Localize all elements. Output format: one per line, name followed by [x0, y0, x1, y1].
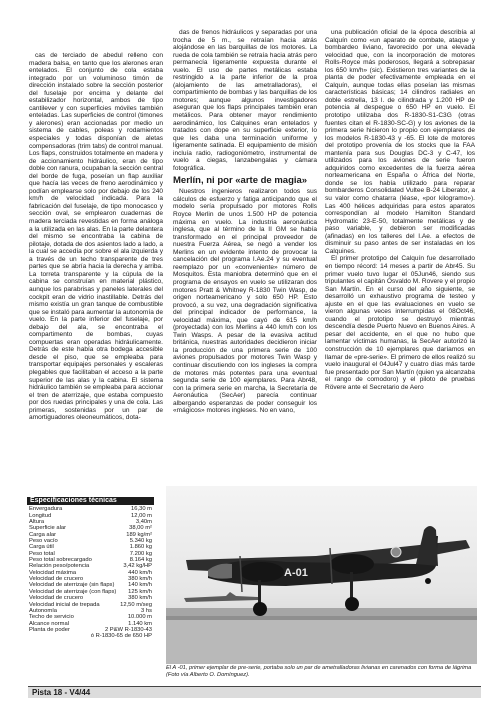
spec-label: Peso total: [29, 550, 55, 557]
spec-label: Autonomía: [29, 607, 58, 614]
body-paragraph: Nuestros ingenieros realizaron todos sus cálculos de esfuerzo y fatiga anticipando que el modelo sería propulsado por motores Rolls Royce Merlin de unos 1.500 HP de potencia máxima en vuelo. La industria aeronáutica inglesa, que al término de la II GM se había transformado en el principal proveedor de nuestra Fuerza Aérea, se negó a vender los Merlins en un evidente intento de provocar la cancelación del programa I.Ae.24 y su eventual reemplazo por un «conveniente» número de Mosquitos. Esta maniobra determinó que en el programa de ensayos en vuelo se utilizaran dos motores Pratt & Whitney R-1830 Twin Wasp, de origen norteamericano y solo 650 HP. Esto provocó, a su vez, una degradación significativa del principal indicador de performance, la velocidad máxima, que cayó de 615 km/h (proyectada) con los Merlins a 440 km/h con los Twin Wasps. A pesar de la evasiva actitud británica, nuestras autoridades decidieron iniciar la producción de una primera serie de 100 aviones propulsados por motores Twin Wasp y continuar discutiendo con los ingleses la compra de motores más potentes para una eventual segunda serie de 100 ejemplares. Para Abr48, con la primera serie en marcha, la Secretaría de Aeronáutica (SecAer) parecía continuar albergando esperanzas de poder conseguir los «mágicos» motores ingleses. No en vano,: [173, 188, 317, 415]
spec-label: Carga útil: [29, 544, 54, 551]
body-paragraph: cas de terciado de abedul relleno con madera balsa, en tanto que los alerones eran entelados. El conjunto de cola estaba integrado por un voluminoso timón de dirección instalado sobre la sección posterior del fuselaje por encima y delante del estabilizador horizontal, ambos de tipo cantilever y con superficies móviles también enteladas. Las superficies de control (timones y alerones) eran accionadas por medio un sistema de cables, poleas y rodamientos especiales y todas disponían de aletas compensadoras (trim tabs) de control manual. Los flaps, construidos totalmente en madera y de accionamiento hidráulico, eran de tipo doble con ranura, ocupaban la sección central del borde de fuga, poseían un flap auxiliar que hacía las veces de freno aerodinámico y podían emplearse solo por debajo de los 240 km/h de velocidad indicada. Para la fabricación del fuselaje, de tipo monocasco y sección oval, se emplearon cuadernas de madera terciada revestidas en forma análoga a la utilizada en las alas. En la parte delantera del mismo se encontraba la cabina de pilotaje, dotada de dos asientos lado a lado, a la cual se accedía por sobre el ala izquierda y a través de un techo transparente de tres partes que se abría hacia la derecha y arriba. La torreta transparente y la cúpula de la cabina se construían en material plástico, aunque los parabrisas y paneles laterales del cockpit eran de vidrio inastillable. Detrás del mismo existía un gran tanque de combustible que se instaló para aumentar la autonomía de vuelo. En la parte inferior del fuselaje, por debajo del ala, se encontraba el compartimento de bombas, cuyas compuertas eran operadas hidráulicamente. Detrás de este había otra bodega accesible desde el piso, que se empleaba para transportar equipajes personales y escaleras plegables que facilitaban el acceso a la parte superior de las alas y la cabina. El sistema hidráulico también se empleaba para accionar el tren de aterrizaje, que estaba compuesto por dos ruedas principales y una de cola. Las primeras, sostenidas por un par de amortiguadores oleoneumáticos, dota-: [29, 52, 163, 422]
spec-value: 380 km/h: [128, 576, 152, 583]
spec-value: 7.200 kg: [129, 550, 152, 557]
spec-value: 3,40m: [135, 519, 152, 526]
spec-value: [91, 627, 152, 640]
aircraft-marking: A-01: [284, 567, 308, 579]
photo-caption: El A -01, primer ejemplar de pre-serie, portaba solo un par de ametralladoras livianas en carenados con forma de lágrima (Foto vía Alberto O. Domínguez).: [166, 665, 472, 678]
spec-label: Velocidad inicial de trepada: [29, 601, 100, 608]
spec-value: 440 km/h: [128, 569, 152, 576]
spec-label: Peso total sobrecargado: [29, 557, 92, 564]
page-footer: Pista 18 - V4/44: [28, 686, 481, 698]
specifications-title: Especificaciones técnicas: [27, 497, 154, 505]
spec-value-line: ó R-1830-65 de 650 HP: [90, 633, 152, 640]
body-paragraph: una publicación oficial de la época describía al Calquín como «un aparato de combate, ataque y bombardeo liviano, favorecido por una elevada velocidad que, con la incorporación de motores Rolls-Royce más poderosos, llegará a sobrepasar los 650 km/h» (sic). Existieron tres variantes de la planta de poder efectivamente empleada en el Calquín, aunque todas ellas poseían las mismas características básicas; 14 cilindros radiales en doble estrella, 13 l. de cilindrada y 1.200 HP de potencia al despegue o 650 HP en vuelo. El prototipo utilizaba dos R-1830-S1-C3G (otras fuentes citan el R-1830-SC-G) y los aviones de la primera serie hicieron lo propio con ejemplares de los modelos R-1830-43 y -65. El lote de motores del prototipo provenía de los stocks que la FAA mantenía para sus Douglas DC-3 y C-47, los utilizados para los aviones de serie fueron adquiridos como excedentes de la fuerza aérea norteamericana en España o África del Norte, donde se los había utilizado para reparar bombarderos Consolidated Vultee B-24 Liberator, a su valor como chatarra (léase, «por kilogramo»). Las 400 hélices adquiridas para estos aparatos correspondían al modelo Hamilton Standard Hydromatic 23-E-50, totalmente metálicas y de paso variable, y debieron ser modificadas (afinadas) en los talleres del I.Ae. a efectos de disminuir su paso antes de ser instaladas en los Calquines.: [325, 29, 475, 255]
body-paragraph: das de frenos hidráulicos y separadas por una trocha de 5 m., se retraían hacia atrás alojándose en las barquillas de los motores. La rueda de cola también se retraía hacia atrás pero permanecía ligeramente expuesta durante el vuelo. El uso de partes metálicas estaba restringido a la parte inferior de la proa (alojamiento de las ametralladoras), el compartimiento de bombas y las barquillas de los motores; aunque algunos investigadores aseguran que los flaps principales también eran metálicos. Para obtener mayor rendimiento aerodinámico, los Calquines eran entelados y tratados con dope en su superficie exterior, lo que les daba una terminación uniforme y ligeramente satinada. El equipamiento de misión incluía radio, radiogoniómetro, instrumental de vuelo a ciegas, lanzabengalas y cámara fotográfica.: [173, 29, 317, 172]
spec-value: 12,00 m: [131, 512, 152, 519]
text-column-3: [325, 29, 475, 391]
spec-value-line: 2 P&W R-1830-43: [104, 626, 152, 633]
spec-label: Altura: [29, 519, 45, 526]
spec-value: 10.000 m: [127, 614, 152, 621]
spec-value: 125 km/h: [128, 588, 152, 595]
spec-value: 8.164 kg: [129, 557, 152, 564]
text-column-2: [173, 29, 317, 415]
specifications-table: [27, 497, 154, 640]
text-column-1: [29, 52, 163, 422]
spec-value: 16,30 m: [131, 506, 152, 513]
spec-value: 1.860 kg: [129, 544, 152, 551]
spec-value: 1.140 km: [128, 620, 152, 627]
section-heading: Merlín, ni por «arte de magia»: [173, 175, 308, 187]
spec-label: Velocidad de crucero: [29, 576, 84, 583]
spec-label: Velocidad de aterrizaje (con flaps): [29, 588, 117, 595]
aircraft-photo: [166, 486, 477, 664]
spec-label: Alcance normal: [29, 620, 69, 627]
spec-label: Superficie alar: [29, 525, 67, 532]
spec-value: 3,42 kg/HP: [123, 563, 152, 570]
spec-label: Planta de poder: [29, 626, 70, 633]
spec-label: Envergadura: [29, 506, 63, 513]
spec-label: Velocidad de aterrizaje (sin flaps): [29, 582, 115, 589]
spec-value: 189 kg/m²: [126, 531, 152, 538]
spec-value: 38,00 m²: [129, 525, 152, 532]
spec-value: 3 hs: [141, 607, 152, 614]
spec-label: Carga alar: [29, 531, 57, 538]
spec-label: Peso vacío: [29, 538, 58, 545]
spec-label: Techo de servicio: [29, 614, 74, 621]
body-paragraph: El primer prototipo del Calquín fue desarrollado en tiempo récord: 14 meses a partir de Abr45. Su primer vuelo tuvo lugar el 05Jun46, siendo sus tripulantes el capitán Osvaldo M. Rovere y el propio San Martín. En el curso del año siguiente, se desarrolló un exhaustivo programa de testeo y ajuste en el que las evaluaciones en vuelo se vieron algunas veces interrumpidas el 08Oct46, cuando el prototipo se destruyó mientras descendía desde Puerto Nuevo en Buenos Aires. A pesar del accidente, en el que no hubo que lamentar víctimas humanas, la SecAer autorizó la construcción de 10 ejemplares que daríamos en llamar de «pre-serie». El primero de ellos realizó su vuelo inaugural el 04Jul47 y cuatro días más tarde fue presentado por San Martín (quien ya alcanzaba el rango de comodoro) y el piloto de pruebas Rövere ante el Secretario de Aero: [325, 255, 475, 391]
aircraft-photo-illustration: [166, 486, 477, 664]
spec-row-power-plant: [27, 627, 154, 640]
spec-label: Relación peso/potencia: [29, 563, 90, 570]
spec-label: Velocidad máxima: [29, 569, 77, 576]
spec-value: 12,50 m/seg: [120, 601, 152, 608]
spec-label: Longitud: [29, 512, 52, 519]
specifications-rows: [27, 506, 154, 627]
spec-value: 5.340 kg: [129, 538, 152, 545]
spec-value: 140 km/h: [128, 582, 152, 589]
spec-value: 380 km/h: [128, 595, 152, 602]
spec-label: Velocidad de crucero: [29, 595, 84, 602]
